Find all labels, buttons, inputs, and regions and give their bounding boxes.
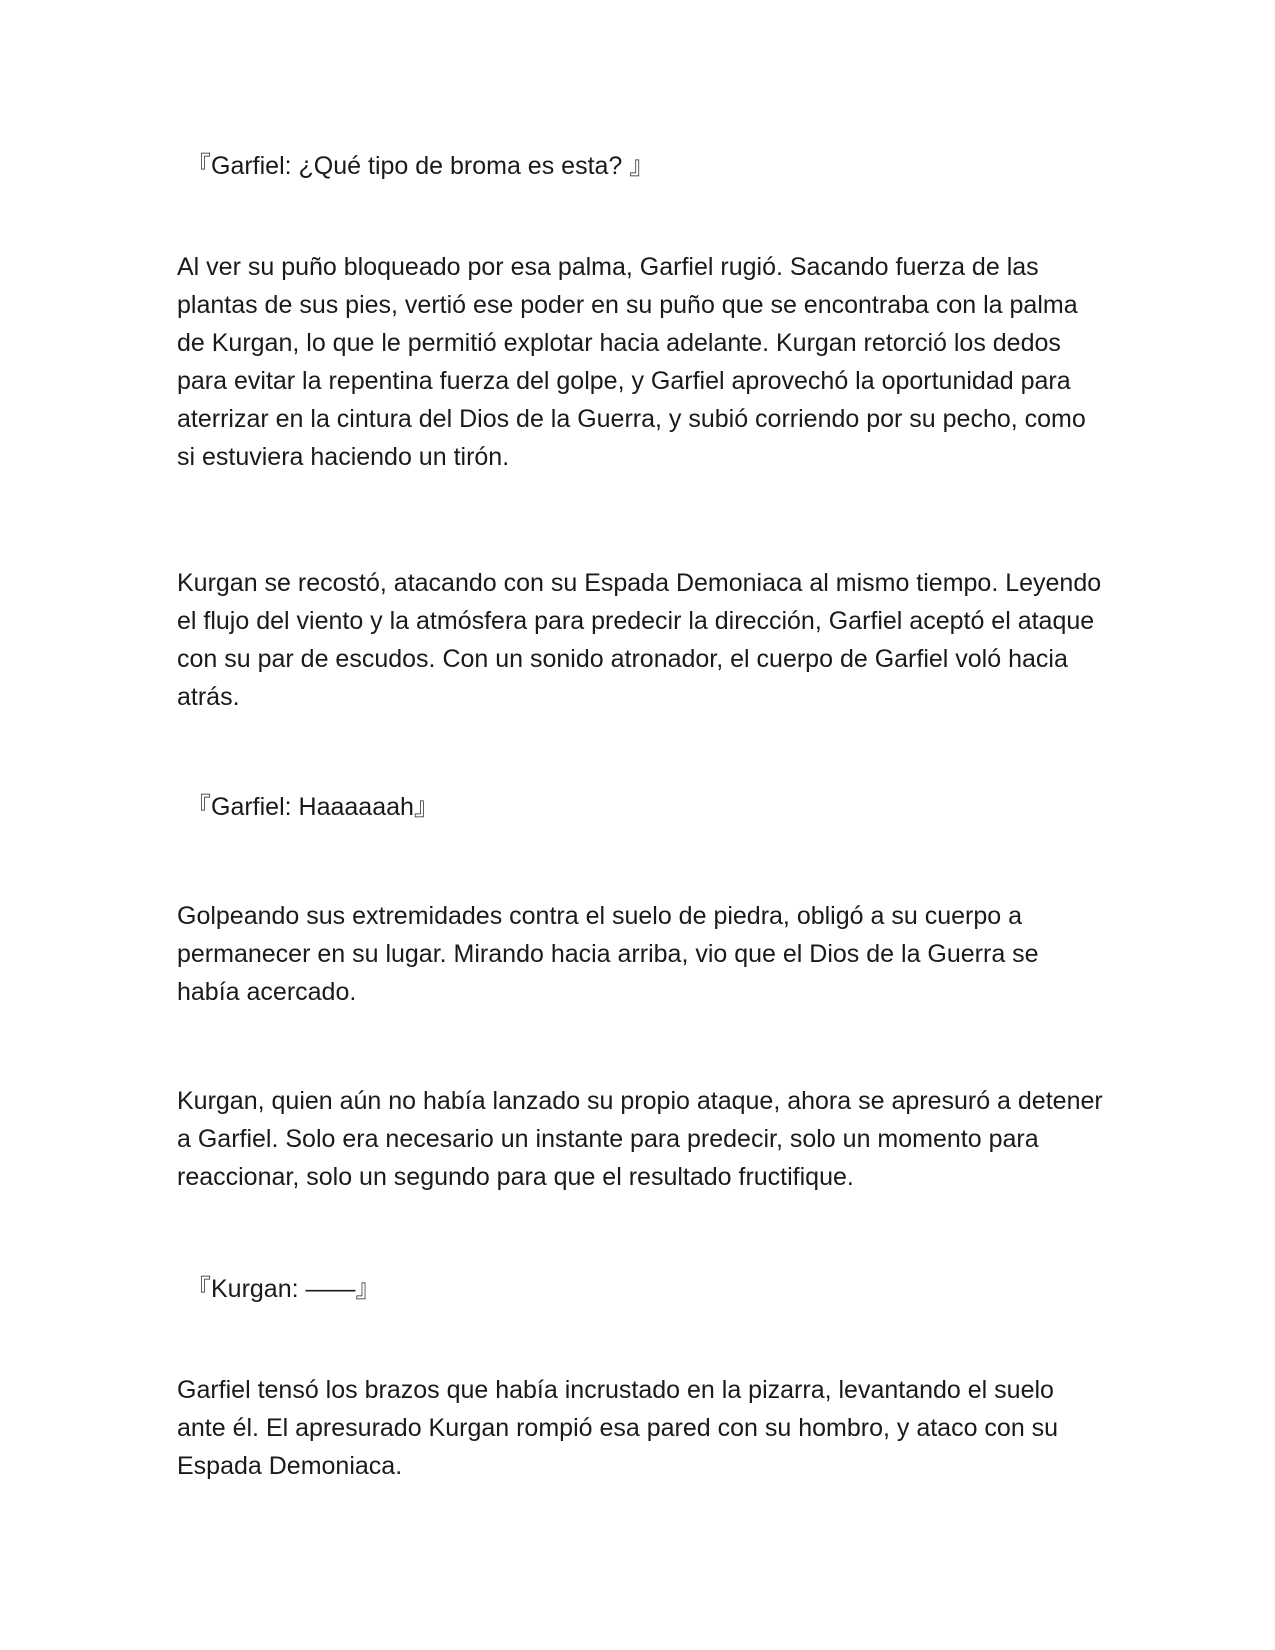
- dialogue-kurgan: 『Kurgan: ——』: [186, 1275, 381, 1303]
- dialogue-garfiel-1: 『Garfiel: ¿Qué tipo de broma es esta? 』: [186, 152, 655, 180]
- paragraph-4: Kurgan, quien aún no había lanzado su propio ataque, ahora se apresuró a detener a Garfiel. Solo era necesario un instante para predecir, solo un momento para reaccionar, solo un segundo para que el resultado fructifique.: [177, 1087, 1103, 1191]
- dialogue-garfiel-2: 『Garfiel: Haaaaaah』: [186, 793, 439, 821]
- paragraph-2: Kurgan se recostó, atacando con su Espada Demoniaca al mismo tiempo. Leyendo el flujo del viento y la atmósfera para predecir la dirección, Garfiel aceptó el ataque con su par de escudos. Con un sonido atronador, el cuerpo de Garfiel voló hacia atrás.: [177, 569, 1102, 711]
- paragraph-5: Garfiel tensó los brazos que había incrustado en la pizarra, levantando el suelo ante él. El apresurado Kurgan rompió esa pared con su hombro, y ataco con su Espada Demoniaca.: [177, 1376, 1059, 1480]
- paragraph-3: Golpeando sus extremidades contra el suelo de piedra, obligó a su cuerpo a permanecer en su lugar. Mirando hacia arriba, vio que el Dios de la Guerra se había acercado.: [177, 902, 1039, 1006]
- paragraph-1: Al ver su puño bloqueado por esa palma, Garfiel rugió. Sacando fuerza de las plantas de sus pies, vertió ese poder en su puño que se encontraba con la palma de Kurgan, lo que le permitió explotar hacia adelante. Kurgan retorció los dedos para evitar la repentina fuerza del golpe, y Garfiel aprovechó la oportunidad para aterrizar en la cintura del Dios de la Guerra, y subió corriendo por su pecho, como si estuviera haciendo un tirón.: [177, 253, 1086, 471]
